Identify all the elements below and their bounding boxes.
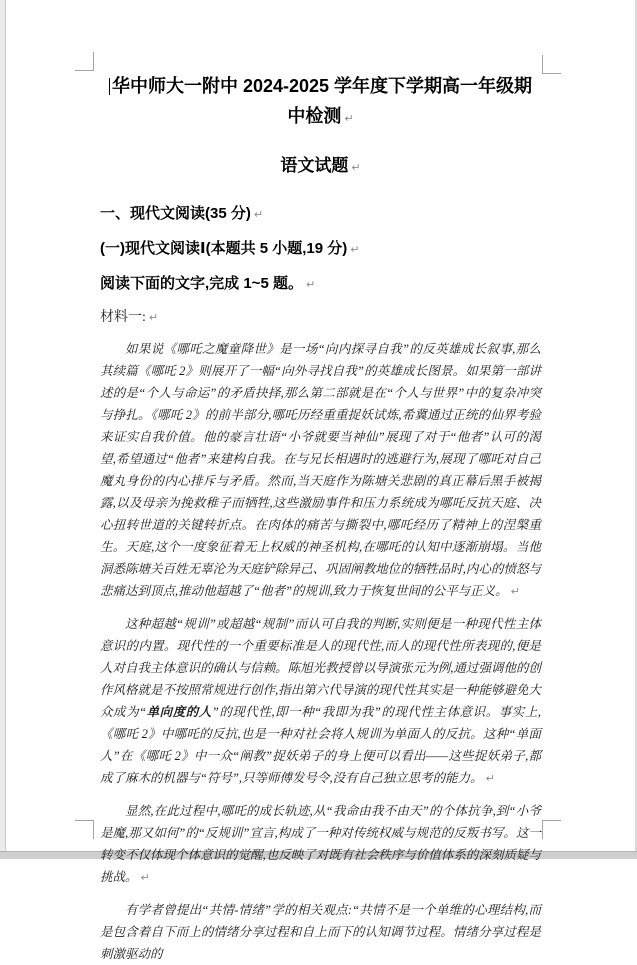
paragraph-text: 这种超越“规训”或超越“规制”而认可自我的判断,实则便是一种现代性主体意识的内置。现代性的一个重要标准是人的现代性,而人的现代性所表现的,便是人对自我主体意识的确认与信赖。陈旭光教授曾以导演张元为例,通过强调他的创作风格就是不按照常规进行创作,指出第六代导演的现代性其实是一种能够避免大众成为“ bbox=[100, 617, 541, 719]
document-title bbox=[100, 71, 541, 134]
paragraph-mark-icon: ↵ bbox=[344, 112, 354, 125]
emphasized-text: 单向度的人 bbox=[146, 705, 212, 719]
paragraph-text: 有学者曾提出“共情-情绪”学的相关观点:“共情不是一个单维的心理结构,而是包含着自下而上的情绪分享过程和自上而下的认知调节过程。情绪分享过程是刺激驱动的 bbox=[100, 903, 541, 961]
text-boundary-mark-bottom-right bbox=[542, 820, 561, 839]
section-heading-text: 一、现代文阅读(35 分) bbox=[100, 205, 251, 222]
reading-instruction bbox=[100, 274, 541, 295]
text-boundary-mark-top-left bbox=[75, 52, 94, 71]
subsection-heading bbox=[100, 239, 541, 260]
body-paragraph[interactable] bbox=[100, 613, 541, 790]
window-left-edge bbox=[0, 0, 6, 859]
paragraph-text: 如果说《哪吒之魔童降世》是一场“向内探寻自我”的反英雄成长叙事,那么其续篇《哪吒 2》则展开了一幅“向外寻找自我”的英雄成长图景。如果第一部讲述的是“个人与命运”的矛盾抉择,那么第二部就是在“个人与世界”中的复杂冲突与挣扎。《哪吒 2》的前半部分,哪吒历经重重捉妖试炼,希冀通过正统的仙界考验来证实自我价值。他的豪言壮语“小爷就要当神仙”展现了对于“他者”认可的渴望,希望通过“他者”来建构自我。在与兄长相遇时的逃避行为,展现了哪吒对自己魔丸身份的内心排斥与矛盾。然而,当天庭作为陈塘关悲剧的真正幕后黑手被揭露,以及母亲为挽救稚子而牺牲,这些激励事件和压力系统成为哪吒反抗天庭、决心扭转世道的关键转折点。在肉体的痛苦与撕裂中,哪吒经历了精神上的涅槃重生。天庭,这个一度象征着无上权威的神圣机构,在哪吒的认知中逐渐崩塌。当他洞悉陈塘关百姓无辜沦为天庭铲除异己、巩固阐教地位的牺牲品时,内心的愤怒与悲痛达到顶点,推动他超越了“他者”的规训,致力于恢复世间的公平与正义。 bbox=[100, 342, 541, 598]
paragraph-text: 显然,在此过程中,哪吒的成长轨迹,从“我命由我不由天”的个体抗争,到“小爷是魔,那又如何”的“反规训”宣言,构成了一种对传统权威与规范的反叛书写。这一转变不仅体现个体意识的觉醒,也反映了对既有社会秩序与价值体系的深刻质疑与挑战。 bbox=[100, 804, 541, 884]
material-paragraphs bbox=[100, 338, 541, 965]
body-paragraph[interactable] bbox=[100, 899, 541, 965]
reading-instruction-text: 阅读下面的文字,完成 1~5 题。 bbox=[100, 275, 303, 292]
paragraph-mark-icon: ↵ bbox=[351, 161, 361, 174]
paragraph-mark-icon: ↵ bbox=[485, 772, 495, 785]
text-boundary-mark-top-right bbox=[542, 55, 561, 74]
text-cursor bbox=[109, 78, 110, 95]
paragraph-mark-icon: ↵ bbox=[350, 243, 360, 256]
paragraph-mark-icon: ↵ bbox=[253, 208, 264, 221]
subsection-heading-text: (一)现代文阅读Ⅰ(本题共 5 小题,19 分) bbox=[100, 240, 348, 257]
document-subtitle-text: 语文试题 bbox=[280, 156, 349, 175]
text-boundary-mark-bottom-left bbox=[75, 820, 94, 839]
body-paragraph[interactable] bbox=[100, 800, 541, 889]
material-label-text: 材料一: bbox=[100, 310, 146, 325]
section-heading bbox=[100, 204, 541, 225]
document-title-text: 华中师大一附中 2024-2025 学年度下学期高一年级期中检测 bbox=[111, 76, 533, 126]
paragraph-mark-icon: ↵ bbox=[510, 585, 520, 598]
material-label bbox=[100, 308, 541, 328]
paragraph-mark-icon: ↵ bbox=[140, 871, 150, 884]
paragraph-text: ”的现代性,即一种“我即为我”的现代性主体意识。事实上,《哪吒 2》中哪吒的反抗,也是一种对社会将人规训为单面人的反抗。这种“单面人”在《哪吒 2》中一众“阐教”捉妖弟子的身上便可以看出——这些捉妖弟子,都成了麻木的机器与“符号”,只等师傅发号令,没有自己独立思考的能力。 bbox=[100, 705, 542, 785]
paragraph-mark-icon: ↵ bbox=[148, 311, 159, 324]
document-subtitle bbox=[100, 154, 541, 180]
page-content[interactable] bbox=[100, 71, 541, 965]
body-paragraph[interactable] bbox=[100, 338, 541, 603]
paragraph-mark-icon: ↵ bbox=[305, 278, 316, 291]
